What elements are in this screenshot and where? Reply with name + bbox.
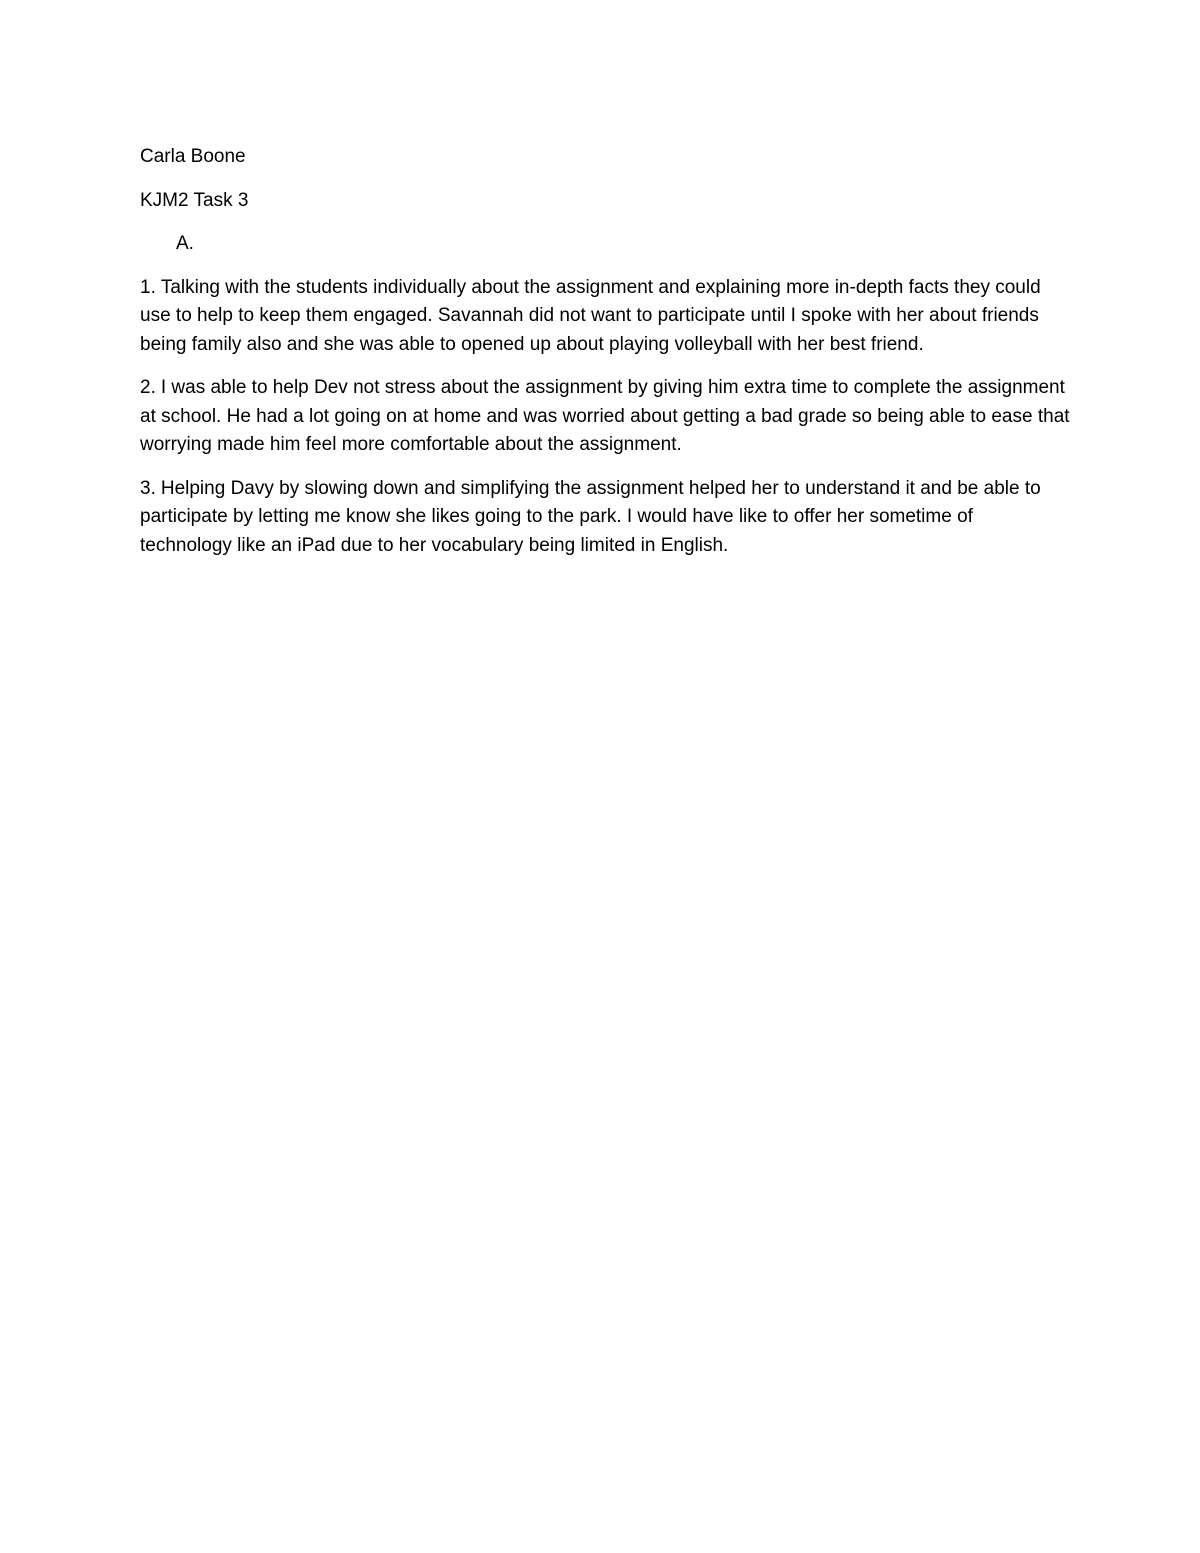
- item-number: 2.: [140, 377, 156, 398]
- item-text: I was able to help Dev not stress about the assignment by giving him extra time to complete the assignment at school. He had a lot going on at home and was worried about getting a bad grade so being able to ease that worrying made him feel more comfortable about the assignment.: [140, 377, 1070, 455]
- list-item-3: [140, 475, 1070, 561]
- item-number: 1.: [140, 276, 156, 298]
- course-task-title: KJM2 Task 3: [140, 189, 249, 211]
- section-label: A.: [176, 233, 194, 254]
- list-item-2: [140, 374, 1070, 460]
- item-text: Helping Davy by slowing down and simplifying the assignment helped her to understand it and be able to participate by letting me know she likes going to the park. I would have like to offer her sometime of technology like an iPad due to her vocabulary being limited in English.: [140, 477, 1041, 556]
- document-body: [140, 143, 1070, 575]
- list-item-1: [140, 274, 1070, 360]
- author-name: Carla Boone: [140, 146, 246, 167]
- item-number: 3.: [140, 477, 156, 499]
- item-text: Talking with the students individually about the assignment and explaining more in-depth facts they could use to help to keep them engaged. Savannah did not want to participate until I spoke with her about friends being family also and she was able to opened up about playing volleyball with her best friend.: [140, 276, 1041, 355]
